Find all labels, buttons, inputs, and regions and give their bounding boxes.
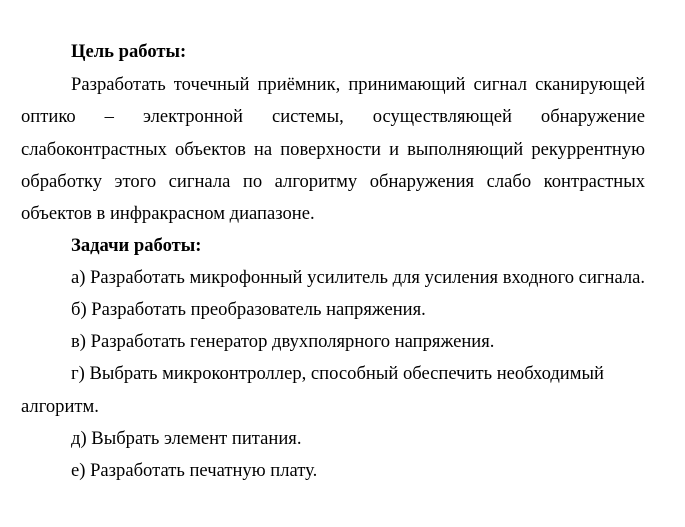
- goal-paragraph-line: Разработать точечный приёмник, принимающий сигнал сканирующей: [71, 74, 645, 95]
- task-item: б) Разработать преобразователь напряжения.: [71, 299, 426, 320]
- task-item: г) Выбрать микроконтроллер, способный обеспечить необходимый: [71, 363, 604, 384]
- goal-paragraph-line: оптико – электронной системы, осуществляющей обнаружение: [21, 106, 645, 127]
- goal-paragraph-line: объектов в инфракрасном диапазоне.: [21, 203, 315, 224]
- task-item: д) Выбрать элемент питания.: [71, 428, 302, 449]
- goal-paragraph-line: обработку этого сигнала по алгоритму обнаружения слабо контрастных: [21, 171, 645, 192]
- task-item: а) Разработать микрофонный усилитель для усиления входного сигнала.: [71, 267, 646, 288]
- goal-paragraph-line: слабоконтрастных объектов на поверхности и выполняющий рекуррентную: [21, 139, 645, 160]
- task-item: в) Разработать генератор двухполярного напряжения.: [71, 331, 495, 352]
- goal-heading: Цель работы:: [71, 41, 187, 62]
- task-item-continuation: алгоритм.: [21, 396, 99, 417]
- task-item: е) Разработать печатную плату.: [71, 460, 318, 481]
- tasks-heading: Задачи работы:: [71, 235, 202, 256]
